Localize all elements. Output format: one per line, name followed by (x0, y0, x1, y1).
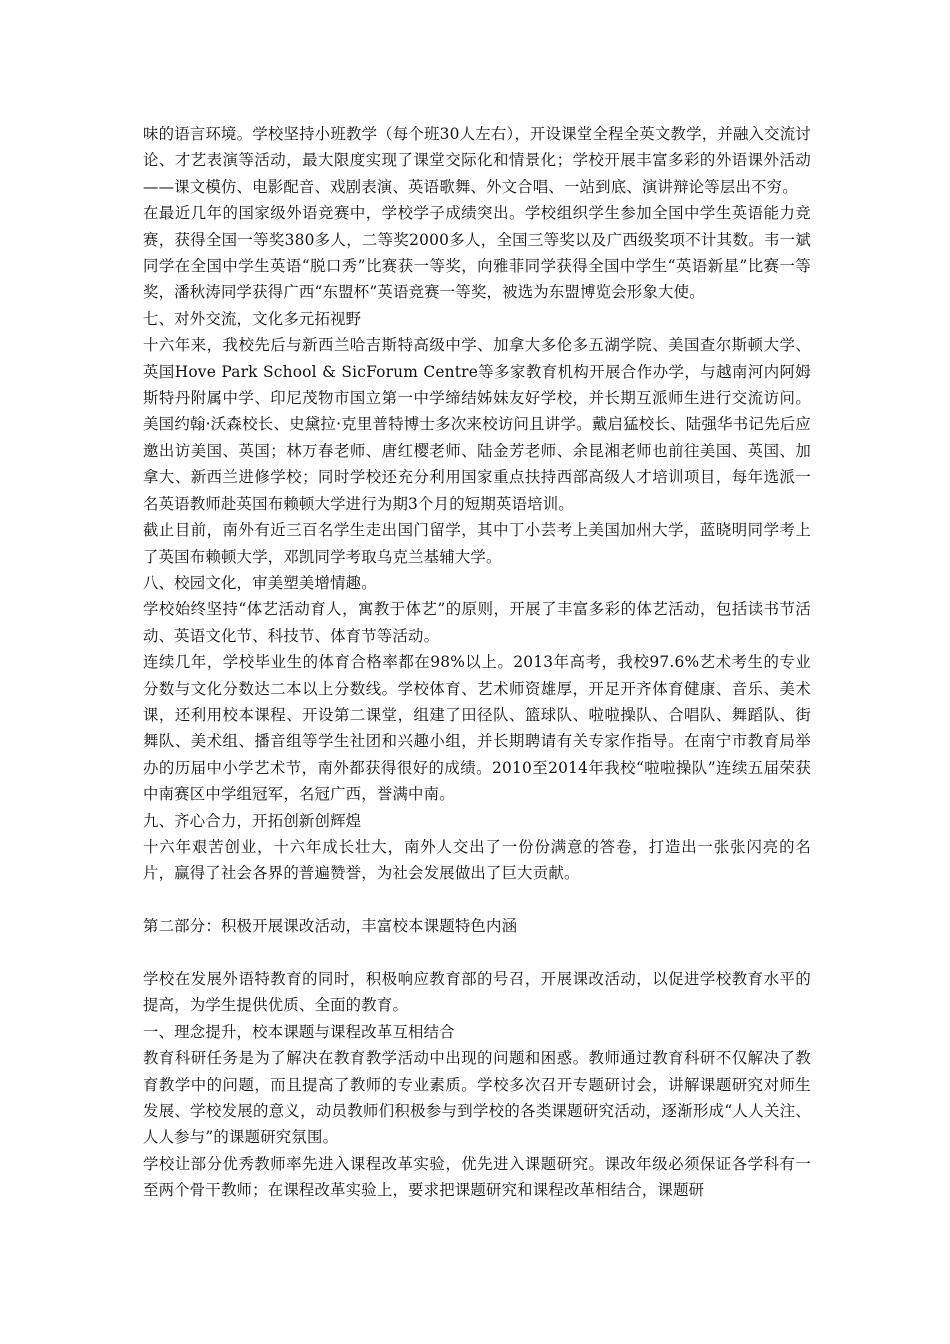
paragraph-curriculum-reform-intro: 学校在发展外语特教育的同时，积极响应教育部的号召，开展课改活动，以促进学校教育水平的提高，为学生提供优质、全面的教育。 (143, 969, 811, 1015)
paragraph-study-abroad: 截止目前，南外有近三百名学生走出国门留学，其中丁小芸考上美国加州大学，蓝晓明同学考上了英国布赖顿大学，邓凯同学考取乌克兰基辅大学。 (143, 521, 811, 566)
heading-section-7: 七、对外交流，文化多元拓视野 (143, 309, 362, 328)
heading-section-9: 九、齐心合力，开拓创新创辉煌 (143, 811, 362, 830)
paragraph-international-exchange: 十六年来，我校先后与新西兰哈吉斯特高级中学、加拿大多伦多五湖学院、美国查尔斯顿大学、英国Hove Park School & SicForum Centre等多家教育机构开展合作办学，与越南河内阿姆斯特丹附属中学、印尼茂物市国立第一中学缔结姊妹友好学校，并长期互派师生进行交流访问。美国约翰·沃森校长、史黛拉·克里普特博士多次来校访问且讲学。戴启猛校长、陆强华书记先后应邀出访美国、英国；林万春老师、唐红樱老师、陆金芳老师、余昆湘老师也前往美国、英国、加拿大、新西兰进修学校；同时学校还充分利用国家重点扶持西部高级人才培训项目，每年选派一名英语教师赴英国布赖顿大学进行为期3个月的短期英语培训。 (143, 336, 811, 513)
paragraph-competition-results: 在最近几年的国家级外语竞赛中，学校学子成绩突出。学校组织学生参加全国中学生英语能力竞赛，获得全国一等奖380多人，二等奖2000多人，全国三等奖以及广西级奖项不计其数。韦一斌同学在全国中学生英语“脱口秀”比赛获一等奖，向雅菲同学获得全国中学生“英语新星”比赛一等奖，潘秋涛同学获得广西“东盟杯”英语竞赛一等奖，被选为东盟博览会形象大使。 (143, 204, 811, 302)
paragraph-sixteen-years: 十六年艰苦创业，十六年成长壮大，南外人交出了一份份满意的答卷，打造出一张张闪亮的名片，赢得了社会各界的普遍赞誉，为社会发展做出了巨大贡献。 (143, 837, 811, 883)
heading-subsection-1: 一、理念提升，校本课题与课程改革互相结合 (143, 1022, 455, 1041)
paragraph-arts-sports-results: 连续几年，学校毕业生的体育合格率都在98%以上。2013年高考，我校97.6%艺术考生的专业分数与文化分数达二本以上分数线。学校体育、艺术师资雄厚，开足开齐体育健康、音乐、美术课，还利用校本课程、开设第二课堂，组建了田径队、篮球队、啦啦操队、合唱队、舞蹈队、街舞队、美术组、播音组等学生社团和兴趣小组，并长期聘请有关专家作指导。在南宁市教育局举办的历届中小学艺术节，南外都获得很好的成绩。2010至2014年我校“啦啦操队”连续五届荣获中南赛区中学组冠军，名冠广西，誉满中南。 (143, 653, 811, 804)
paragraph-teacher-pilot: 学校让部分优秀教师率先进入课程改革实验，优先进入课题研究。课改年级必须保证各学科有一至两个骨干教师；在课程改革实验上，要求把课题研究和课程改革相结合，课题研 (143, 1154, 811, 1200)
document-page (143, 121, 811, 1204)
paragraph-education-research: 教育科研任务是为了解决在教育教学活动中出现的问题和困惑。教师通过教育科研不仅解决了教育教学中的问题，而且提高了教师的专业素质。学校多次召开专题研讨会，讲解课题研究对师生发展、学校发展的意义，动员教师们积极参与到学校的各类课题研究活动，逐渐形成“人人关注、人人参与”的课题研究氛围。 (143, 1049, 811, 1147)
blank-line (143, 940, 811, 966)
paragraph-language-environment: 味的语言环境。学校坚持小班教学（每个班30人左右），开设课堂全程全英文教学，并融入交流讨论、才艺表演等活动，最大限度实现了课堂交际化和情景化；学校开展丰富多彩的外语课外活动——课文模仿、电影配音、戏剧表演、英语歌舞、外文合唱、一站到底、演讲辩论等层出不穷。 (143, 125, 811, 196)
heading-section-8: 八、校园文化，审美塑美增情趣。 (143, 573, 377, 592)
heading-part-two: 第二部分：积极开展课改活动，丰富校本课题特色内涵 (143, 917, 518, 936)
paragraph-arts-sports-principle: 学校始终坚持“体艺活动育人，寓教于体艺”的原则，开展了丰富多彩的体艺活动，包括读书节活动、英语文化节、科技节、体育节等活动。 (143, 600, 811, 645)
blank-line (143, 887, 811, 913)
